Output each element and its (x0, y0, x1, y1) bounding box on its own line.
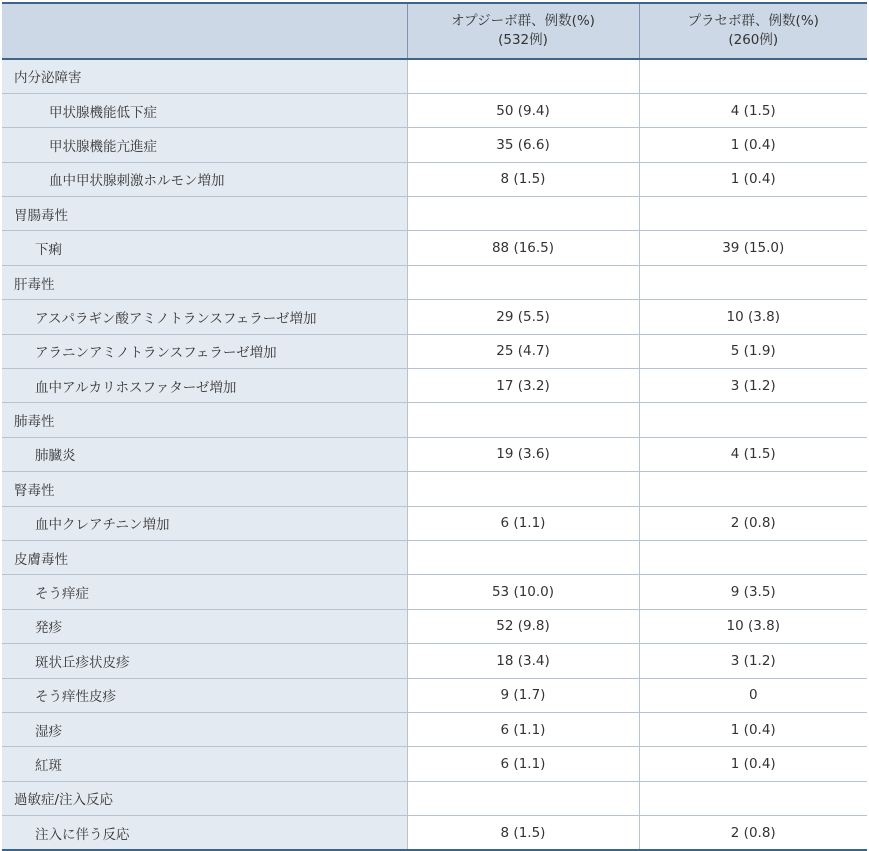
event-name: 血中アルカリホスファターゼ増加 (2, 369, 407, 403)
opdivo-value: 25 (4.7) (407, 334, 639, 368)
opdivo-value: 9 (1.7) (407, 678, 639, 712)
opdivo-value: 35 (6.6) (407, 128, 639, 162)
opdivo-value: 50 (9.4) (407, 93, 639, 127)
adverse-events-table-container (2, 2, 867, 851)
header-opdivo-group (407, 3, 639, 59)
table-row (2, 369, 867, 403)
opdivo-value: 53 (10.0) (407, 575, 639, 609)
table-body (2, 59, 867, 850)
event-name: 下痢 (2, 231, 407, 265)
opdivo-value (407, 403, 639, 437)
placebo-value (639, 265, 867, 299)
event-name: 甲状腺機能低下症 (2, 93, 407, 127)
placebo-value: 4 (1.5) (639, 93, 867, 127)
header-row (2, 3, 867, 59)
table-row (2, 334, 867, 368)
opdivo-value: 6 (1.1) (407, 506, 639, 540)
table-row (2, 747, 867, 781)
category-name: 過敏症/注入反応 (2, 781, 407, 815)
header-placebo-label: プラセボ群、例数(%) (687, 13, 819, 29)
table-header (2, 3, 867, 59)
opdivo-value (407, 197, 639, 231)
placebo-value (639, 540, 867, 574)
placebo-value: 2 (0.8) (639, 506, 867, 540)
opdivo-value: 8 (1.5) (407, 162, 639, 196)
category-name: 内分泌障害 (2, 59, 407, 93)
category-row (2, 781, 867, 815)
placebo-value: 10 (3.8) (639, 300, 867, 334)
placebo-value (639, 403, 867, 437)
category-name: 胃腸毒性 (2, 197, 407, 231)
placebo-value: 0 (639, 678, 867, 712)
placebo-value: 4 (1.5) (639, 437, 867, 471)
placebo-value (639, 472, 867, 506)
category-row (2, 265, 867, 299)
placebo-value: 1 (0.4) (639, 128, 867, 162)
placebo-value (639, 781, 867, 815)
table-row (2, 575, 867, 609)
table-row (2, 128, 867, 162)
placebo-value: 3 (1.2) (639, 644, 867, 678)
opdivo-value: 6 (1.1) (407, 712, 639, 746)
header-opdivo-label: オプジーボ群、例数(%) (451, 13, 595, 29)
table-row (2, 644, 867, 678)
event-name: 肺臓炎 (2, 437, 407, 471)
table-row (2, 506, 867, 540)
opdivo-value (407, 781, 639, 815)
table-row (2, 162, 867, 196)
table-row (2, 712, 867, 746)
event-name: 斑状丘疹状皮疹 (2, 644, 407, 678)
category-name: 腎毒性 (2, 472, 407, 506)
placebo-value: 5 (1.9) (639, 334, 867, 368)
opdivo-value: 88 (16.5) (407, 231, 639, 265)
event-name: そう痒性皮疹 (2, 678, 407, 712)
opdivo-value: 19 (3.6) (407, 437, 639, 471)
placebo-value: 39 (15.0) (639, 231, 867, 265)
table-row (2, 609, 867, 643)
opdivo-value: 6 (1.1) (407, 747, 639, 781)
placebo-value: 3 (1.2) (639, 369, 867, 403)
table-row (2, 231, 867, 265)
table-row (2, 300, 867, 334)
placebo-value: 9 (3.5) (639, 575, 867, 609)
category-name: 肝毒性 (2, 265, 407, 299)
opdivo-value: 17 (3.2) (407, 369, 639, 403)
opdivo-value (407, 540, 639, 574)
event-name: 血中甲状腺刺激ホルモン増加 (2, 162, 407, 196)
opdivo-value: 8 (1.5) (407, 816, 639, 850)
category-row (2, 59, 867, 93)
header-opdivo-count: (532例) (498, 32, 548, 48)
table-row (2, 93, 867, 127)
category-name: 皮膚毒性 (2, 540, 407, 574)
placebo-value: 10 (3.8) (639, 609, 867, 643)
event-name: そう痒症 (2, 575, 407, 609)
category-row (2, 472, 867, 506)
opdivo-value (407, 472, 639, 506)
category-row (2, 403, 867, 437)
opdivo-value: 52 (9.8) (407, 609, 639, 643)
event-name: アラニンアミノトランスフェラーゼ増加 (2, 334, 407, 368)
placebo-value: 2 (0.8) (639, 816, 867, 850)
event-name: 注入に伴う反応 (2, 816, 407, 850)
category-name: 肺毒性 (2, 403, 407, 437)
event-name: 甲状腺機能亢進症 (2, 128, 407, 162)
event-name: アスパラギン酸アミノトランスフェラーゼ増加 (2, 300, 407, 334)
table-row (2, 816, 867, 850)
opdivo-value: 18 (3.4) (407, 644, 639, 678)
opdivo-value (407, 265, 639, 299)
adverse-events-table (2, 2, 867, 851)
header-blank-cell (2, 3, 407, 59)
placebo-value (639, 197, 867, 231)
opdivo-value: 29 (5.5) (407, 300, 639, 334)
category-row (2, 540, 867, 574)
placebo-value: 1 (0.4) (639, 712, 867, 746)
placebo-value: 1 (0.4) (639, 162, 867, 196)
placebo-value: 1 (0.4) (639, 747, 867, 781)
event-name: 血中クレアチニン増加 (2, 506, 407, 540)
event-name: 発疹 (2, 609, 407, 643)
table-row (2, 678, 867, 712)
header-placebo-group (639, 3, 867, 59)
header-placebo-count: (260例) (728, 32, 779, 48)
placebo-value (639, 59, 867, 93)
table-row (2, 437, 867, 471)
opdivo-value (407, 59, 639, 93)
category-row (2, 197, 867, 231)
event-name: 湿疹 (2, 712, 407, 746)
event-name: 紅斑 (2, 747, 407, 781)
